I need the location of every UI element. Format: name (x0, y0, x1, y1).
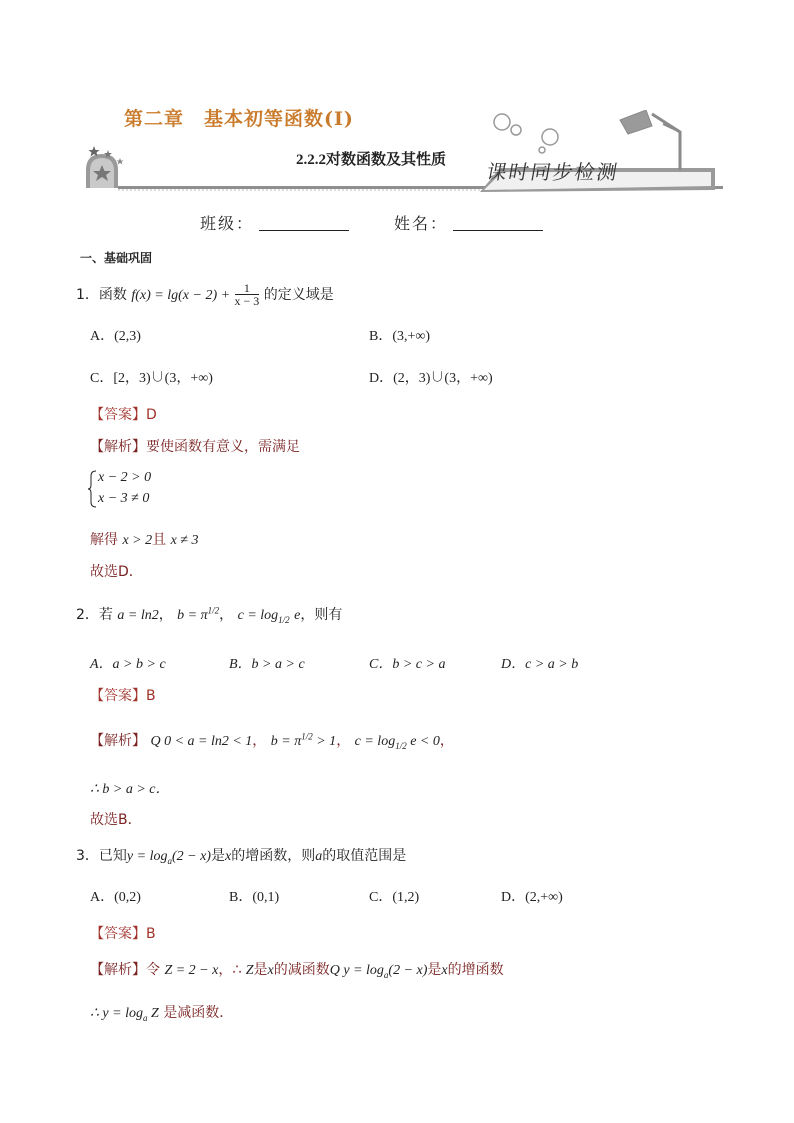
q3-final-base: a (142, 1012, 148, 1023)
brace-icon (88, 470, 98, 508)
q1-option-d: D．(2，3)∪(3，+∞) (369, 371, 493, 386)
q2-analysis-part-3-tail: e < 0 (406, 734, 440, 749)
q2-suffix: ，则有 (300, 607, 343, 623)
solve-mid: 且 (152, 532, 167, 548)
q3-mid2: 的增函数，则 (231, 848, 316, 864)
name-blank (453, 216, 543, 231)
question-number: 1． (76, 287, 99, 303)
solve-expr-2: x ≠ 3 (170, 533, 199, 548)
q2-option-d: D．c > a > b (501, 657, 579, 672)
q2-c: c = log (237, 608, 279, 623)
q2-therefore: ∴ b > a > c． (90, 782, 170, 797)
q2-c-base: 1/2 (278, 614, 290, 625)
q1-solve (90, 529, 198, 549)
q1-conclusion: 故选D． (90, 564, 143, 580)
answer-value: B (146, 688, 156, 704)
q3-x: x (224, 849, 232, 864)
chapter-title: 第二章 基本初等函数(Ⅰ) (124, 108, 354, 130)
q3-final-text: 是减函数． (163, 1005, 234, 1021)
class-blank (259, 216, 349, 231)
q3-analysis-x: x (267, 963, 274, 978)
q3-analysis-p4: 的减函数 (273, 962, 330, 978)
q1-option-c: C．[2，3)∪(3，+∞) (90, 371, 213, 386)
q1-frac-den: x − 3 (234, 294, 260, 308)
q3-option-c: C．(1,2) (369, 890, 420, 905)
solve-prefix: 解得 (90, 532, 118, 548)
answer-value: D (146, 407, 157, 423)
q3-suffix: 的取值范围是 (322, 848, 407, 864)
q3-analysis-z2: Z (245, 963, 254, 978)
q2-a: a = ln2 (117, 608, 159, 623)
q1-answer (90, 404, 157, 424)
q2-analysis-part-3: c = log (354, 734, 396, 749)
q3-analysis-x2: x (441, 963, 448, 978)
q3-base: a (167, 855, 172, 866)
q1-suffix: 的定义域是 (263, 287, 334, 303)
desk-lamp-icon (620, 110, 680, 170)
solve-expr-1: x > 2 (122, 533, 153, 548)
q3-analysis-q-base: a (383, 969, 389, 980)
answer-label: 【答案】 (90, 407, 146, 423)
name-field (394, 211, 543, 234)
q3-analysis-q-arg: (2 − x) (388, 963, 428, 978)
question-number: 3． (76, 848, 99, 864)
q2-b: b = π (177, 608, 208, 623)
question-3-stem (76, 845, 406, 866)
q2-analysis-base: 1/2 (395, 740, 407, 751)
q1-prefix: 函数 (98, 287, 127, 303)
q2-prefix: 若 (98, 607, 113, 623)
q3-arg: (2 − x) (171, 849, 211, 864)
q3-option-b: B．(0,1) (229, 890, 280, 905)
q3-analysis-z: Z = 2 − x (164, 963, 219, 978)
section-title-text: 2.2.2对数函数及其性质 (296, 152, 447, 168)
q1-option-b: B．(3,+∞) (369, 329, 431, 344)
q2-answer (90, 685, 156, 705)
section-heading: 一、基础巩固 (80, 251, 153, 265)
answer-label: 【答案】 (90, 688, 146, 704)
q1-analysis (90, 436, 300, 456)
q1-system-line-2: x − 3 ≠ 0 (98, 491, 150, 506)
q2-analysis-part-2-tail: > 1 (312, 734, 337, 749)
q3-analysis (90, 959, 504, 980)
q2-analysis-exp: 1/2 (301, 731, 313, 742)
question-1-stem (76, 282, 334, 308)
q2-analysis-part-2: b = π (270, 734, 302, 749)
section-title (296, 148, 446, 169)
sync-test-badge: 课时同步检测 (484, 160, 621, 184)
q3-a: a (315, 849, 323, 864)
q2-c-arg: e (294, 608, 301, 623)
class-label: 班级： (200, 214, 255, 233)
q3-final-arg: Z (147, 1006, 159, 1021)
analysis-label: 【解析】 (90, 733, 146, 749)
bubbles-icon (494, 114, 558, 153)
q1-frac-num: 1 (235, 282, 260, 295)
star-seal-icon (86, 146, 124, 188)
answer-label: 【答案】 (90, 926, 146, 942)
q2-conclusion: 故选B． (90, 812, 142, 828)
q1-fraction (235, 282, 260, 308)
q3-expr: y = log (126, 849, 168, 864)
question-2-stem: 2．若 a = ln2， $b = \pi^{1/2}$， $c = \log_{1/2} e$，则有 (76, 605, 343, 625)
q2-b-exp: 1/2 (207, 605, 220, 616)
q3-analysis-p6: 的增函数 (447, 962, 504, 978)
question-number: 2． (76, 607, 99, 623)
q3-answer (90, 923, 156, 943)
q3-analysis-p3: 是 (253, 962, 268, 978)
q2-option-a: A．a > b > c (90, 657, 166, 672)
q3-analysis-p5: 是 (427, 962, 442, 978)
q2-analysis-part-1: Q 0 < a = ln2 < 1 (150, 734, 253, 749)
q3-mid: 是 (210, 848, 225, 864)
class-field (200, 211, 349, 234)
q2-option-b: B．b > a > c (229, 657, 305, 672)
q1-system-line-1: x − 2 > 0 (98, 470, 152, 485)
q3-prefix: 已知 (98, 848, 127, 864)
q3-analysis-q: Q y = log (329, 963, 384, 978)
q3-final-expr: ∴ y = log (90, 1006, 143, 1021)
q1-expr: f(x) = lg(x − 2) + (131, 288, 231, 303)
q2-analysis: 【解析】 Q 0 < a = ln2 < 1， $b = \pi^{1/2} > 1$， $c = \log_{1/2} e < 0$， (90, 731, 454, 751)
q3-analysis-p1: 令 (146, 962, 160, 978)
analysis-text: 要使函数有意义，需满足 (146, 439, 300, 455)
q3-final (90, 1002, 233, 1023)
q3-analysis-p2: ，∴ (218, 962, 242, 978)
q2-option-c: C．b > c > a (369, 657, 446, 672)
analysis-label: 【解析】 (90, 439, 146, 455)
analysis-label: 【解析】 (90, 962, 146, 978)
q3-option-a: A．(0,2) (90, 890, 141, 905)
q3-option-d: D．(2,+∞) (501, 890, 563, 905)
q1-option-a: A．(2,3) (90, 329, 141, 344)
answer-value: B (146, 926, 156, 942)
name-label: 姓名： (394, 214, 449, 233)
